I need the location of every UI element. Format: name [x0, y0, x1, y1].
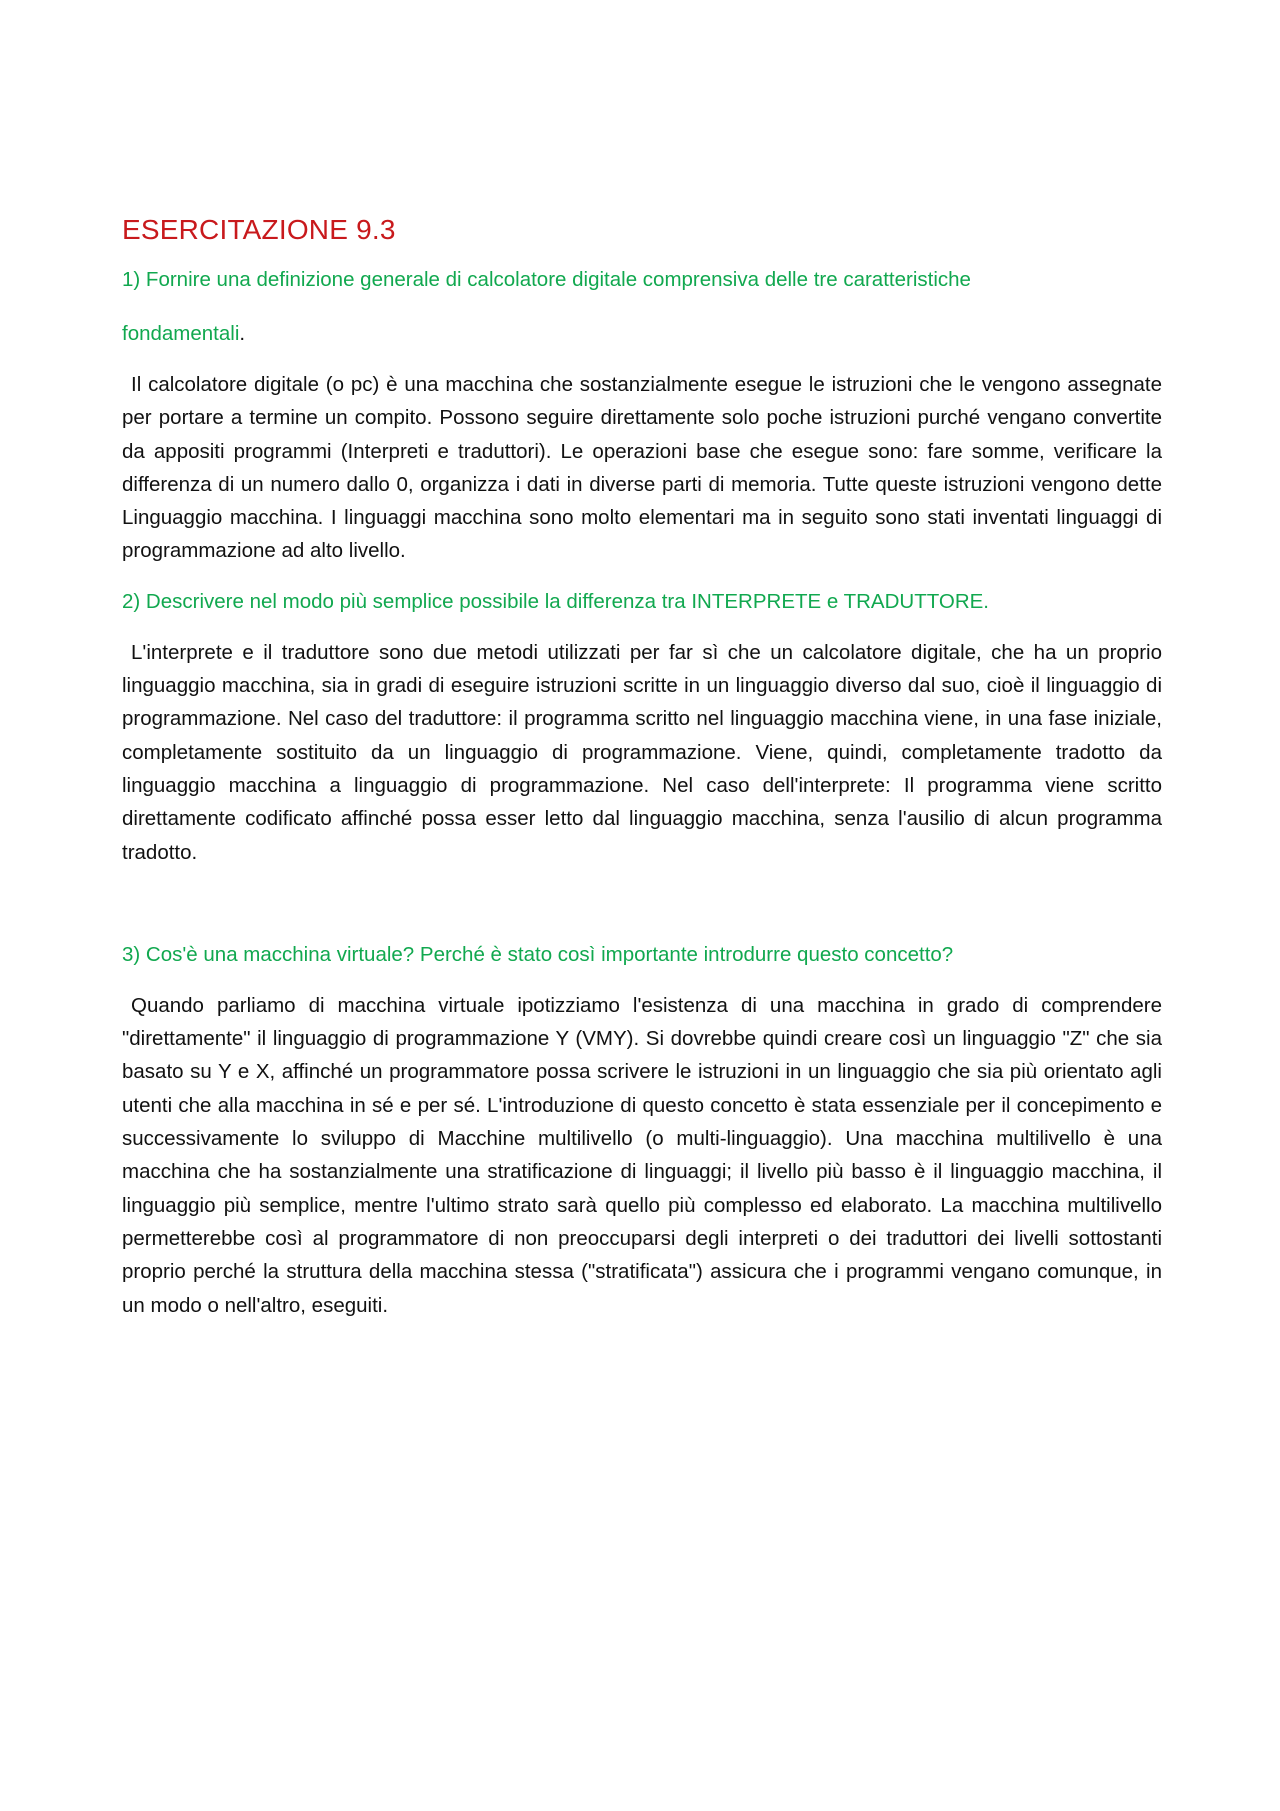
- document-page: [122, 210, 1162, 1342]
- question-1-last-word: fondamentali: [122, 322, 240, 345]
- question-1: 1) Fornire una definizione generale di calcolatore digitale comprensiva delle tre caratteristiche: [122, 268, 971, 291]
- question-1-period: .: [239, 322, 246, 345]
- answer-2: L'interprete e il traduttore sono due metodi utilizzati per far sì che un calcolatore digitale, che ha un proprio linguaggio macchina, sia in gradi di eseguire istruzioni scritte in un linguaggio diverso dal suo, cioè il linguaggio di programmazione. Nel caso del traduttore: il programma scritto nel linguaggio macchina viene, in una fase iniziale, completamente sostituito da un linguaggio di programmazione. Viene, quindi, completamente tradotto da linguaggio macchina a linguaggio di programmazione. Nel caso dell'interprete: Il programma viene scritto direttamente codificato affinché possa esser letto dal linguaggio macchina, senza l'ausilio di alcun programma tradotto.: [122, 640, 1162, 864]
- answer-3: Quando parliamo di macchina virtuale ipotizziamo l'esistenza di una macchina in grado di comprendere "direttamente" il linguaggio di programmazione Y (VMY). Si dovrebbe quindi creare così un linguaggio "Z" che sia basato su Y e X, affinché un programmatore possa scrivere le istruzioni in un linguaggio che sia più orientato agli utenti che alla macchina in sé e per sé. L'introduzione di questo concetto è stata essenziale per il concepimento e successivamente lo sviluppo di Macchine multilivello (o multi-linguaggio). Una macchina multilivello è una macchina che ha sostanzialmente una stratificazione di linguaggi; il livello più basso è il linguaggio macchina, il linguaggio più semplice, mentre l'ultimo strato sarà quello più complesso ed elaborato. La macchina multilivello permetterebbe così al programmatore di non preoccuparsi degli interpreti o dei traduttori dei livelli sottostanti proprio perché la struttura della macchina stessa ("stratificata") assicura che i programmi vengano comunque, in un modo o nell'altro, eseguiti.: [122, 993, 1162, 1317]
- question-2: 2) Descrivere nel modo più semplice possibile la differenza tra INTERPRETE e TRADUTTORE.: [122, 589, 990, 613]
- question-3: 3) Cos'è una macchina virtuale? Perché è stato così importante introdurre questo concetto?: [122, 942, 954, 966]
- answer-1: Il calcolatore digitale (o pc) è una macchina che sostanzialmente esegue le istruzioni che le vengono assegnate per portare a termine un compito. Possono seguire direttamente solo poche istruzioni purché vengano convertite da appositi programmi (Interpreti e traduttori). Le operazioni base che esegue sono: fare somme, verificare la differenza di un numero dallo 0, organizza i dati in diverse parti di memoria. Tutte queste istruzioni vengono dette Linguaggio macchina. I linguaggi macchina sono molto elementari ma in seguito sono stati inventati linguaggi di programmazione ad alto livello.: [122, 373, 1162, 563]
- question-1-continuation: [122, 320, 1162, 348]
- document-title: ESERCITAZIONE 9.3: [122, 214, 396, 245]
